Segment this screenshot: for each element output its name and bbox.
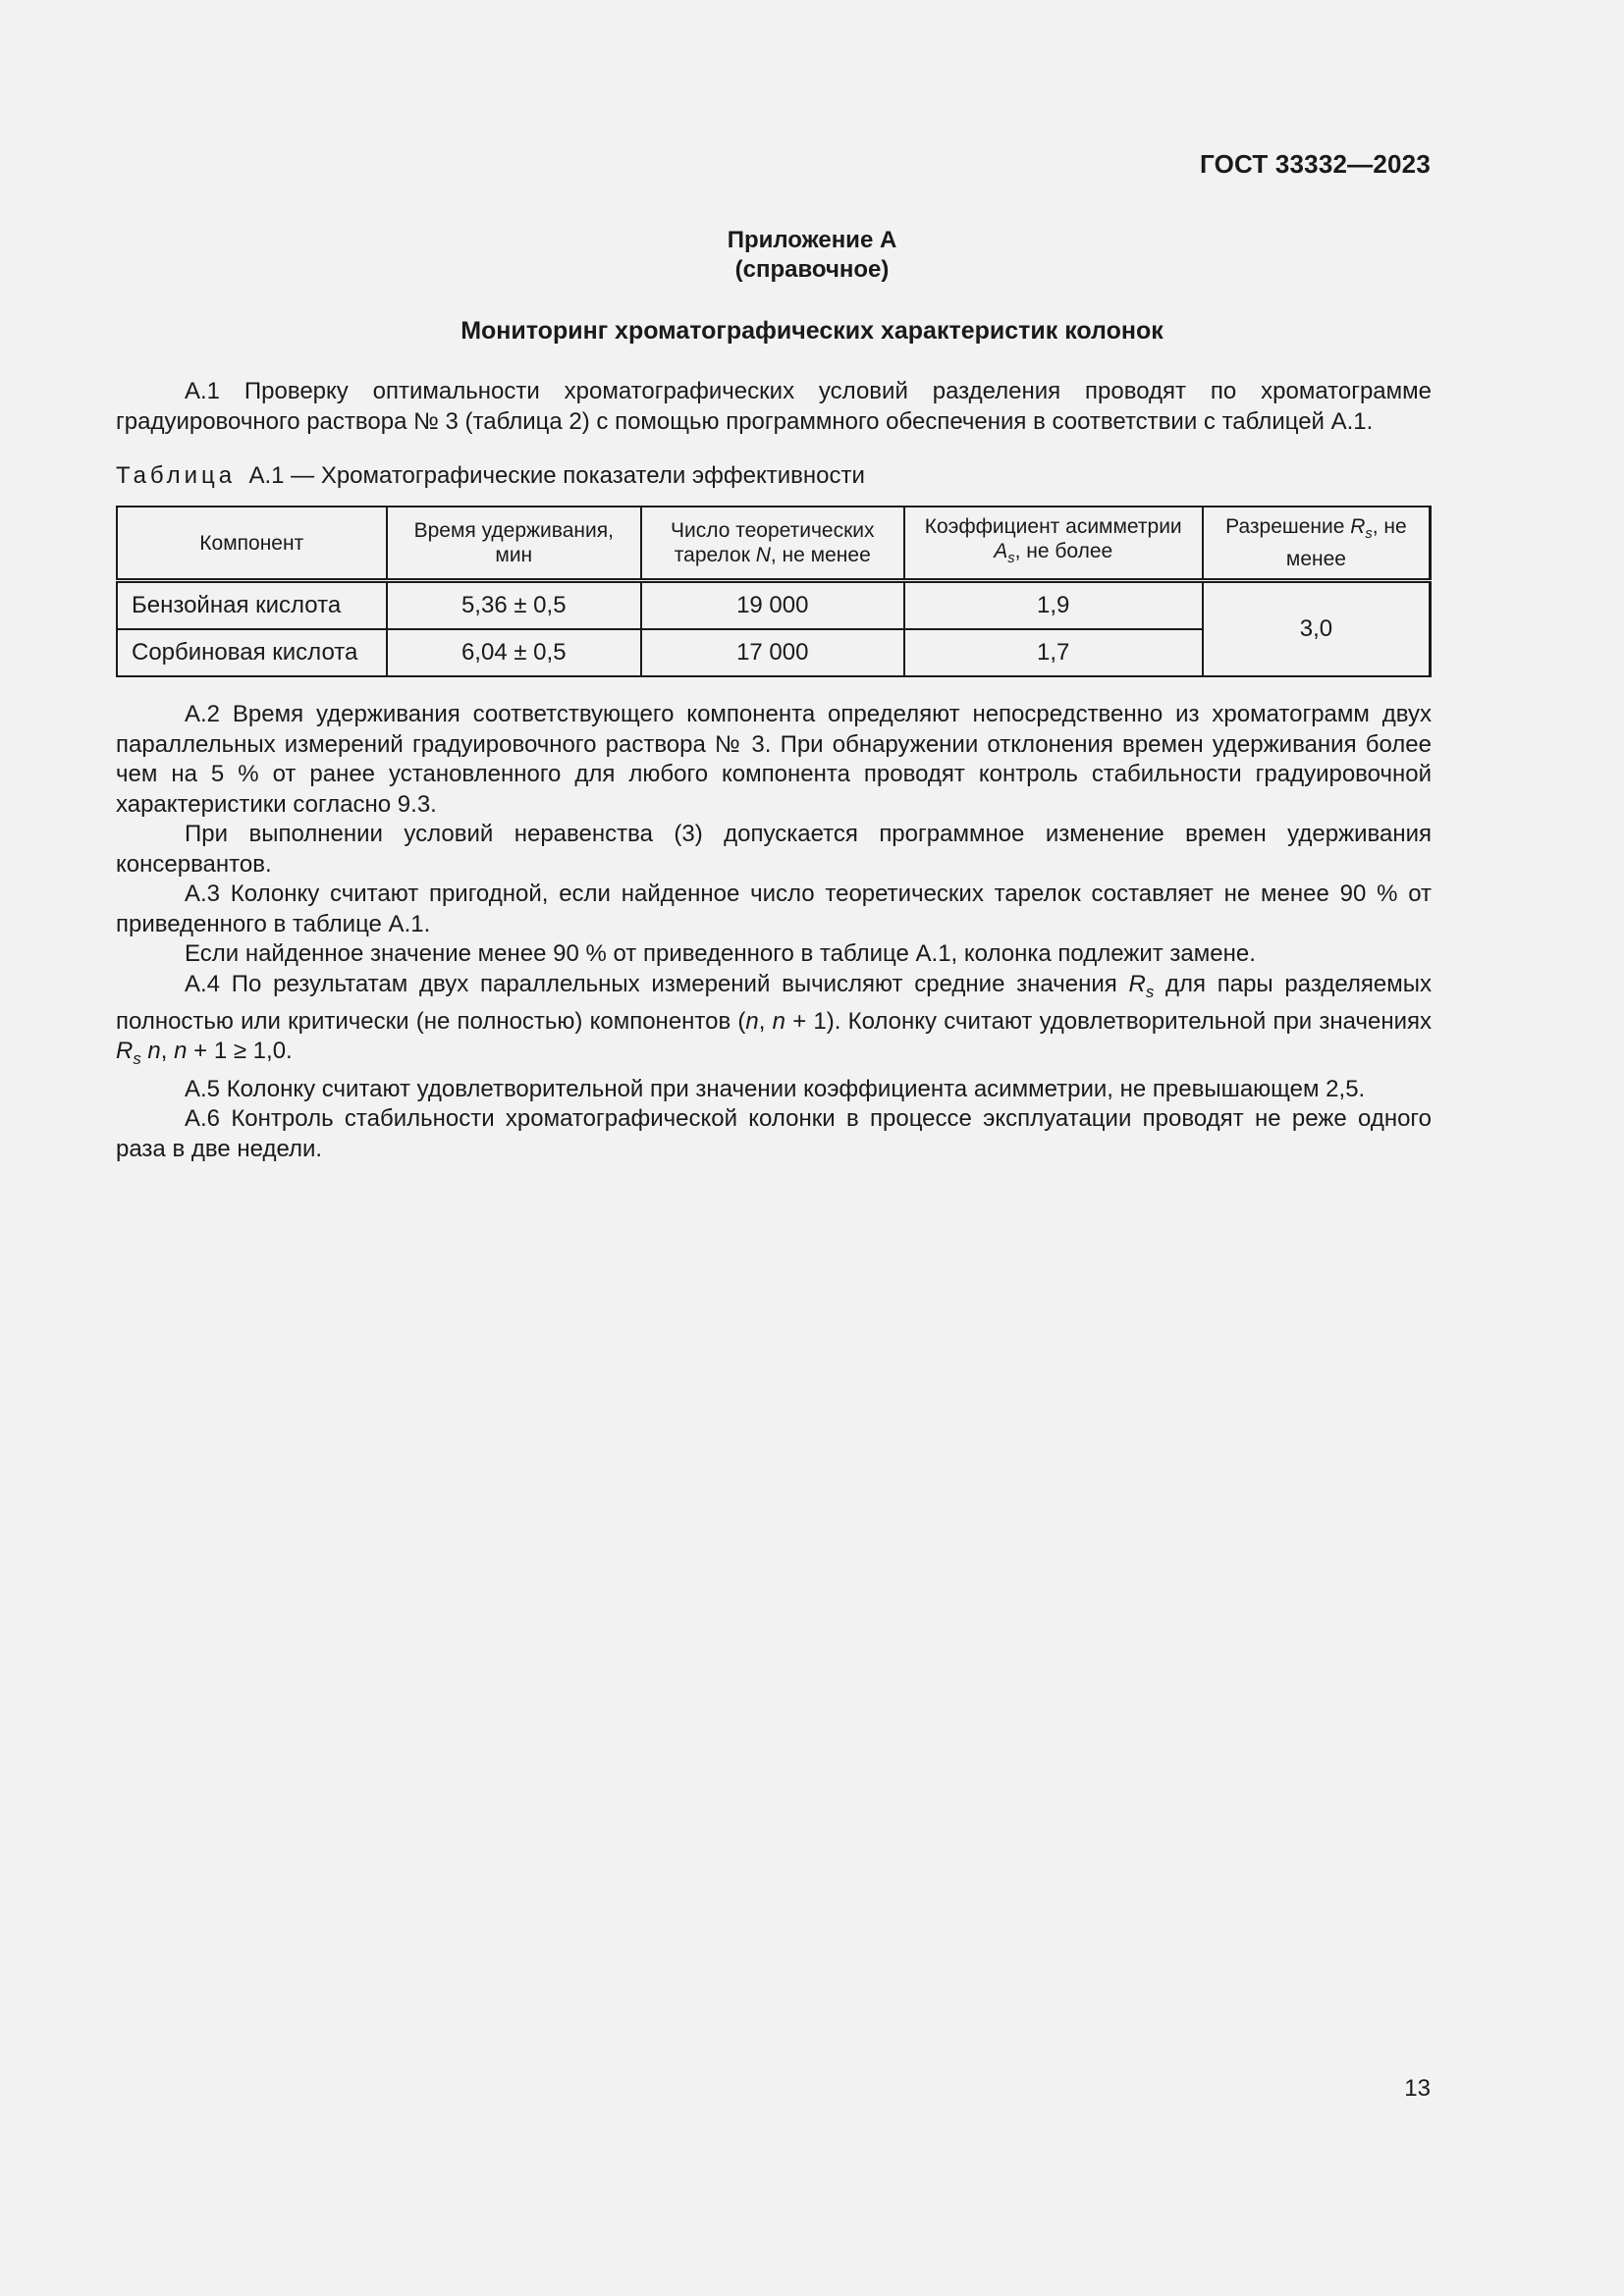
- paragraph-a1: А.1 Проверку оптимальности хроматографических условий разделения проводят по хроматограмме градуировочного раствора № 3 (таблица 2) с помощью программного обеспечения в соответствии с таблицей А.1.: [116, 378, 1432, 435]
- cell-retention-time: 6,04 ± 0,5: [387, 629, 642, 676]
- cell-resolution: 3,0: [1203, 581, 1431, 677]
- efficiency-table: [116, 506, 1432, 677]
- paragraph-a2-continued: При выполнении условий неравенства (3) допускается программное изменение времен удерживания консервантов.: [116, 821, 1432, 878]
- header-retention-time: Время удерживания, мин: [387, 507, 642, 581]
- cell-plates: 19 000: [641, 581, 904, 630]
- cell-plates: 17 000: [641, 629, 904, 676]
- header-resolution: Разрешение $R_s$, не менее: [1203, 507, 1431, 581]
- body-paragraphs: [116, 700, 1432, 1164]
- table-caption-text: А.1 — Хроматографические показатели эффективности: [248, 462, 865, 489]
- page-number: 13: [1404, 2075, 1431, 2102]
- table-caption: [116, 461, 1432, 492]
- cell-asymmetry: 1,7: [904, 629, 1203, 676]
- cell-component: Бензойная кислота: [117, 581, 387, 630]
- cell-component: Сорбиновая кислота: [117, 629, 387, 676]
- header-asymmetry: Коэффициент асимметрии $A_s$, не более: [904, 507, 1203, 581]
- appendix-title: Приложение А: [727, 227, 897, 253]
- section-title: Мониторинг хроматографических характеристик колонок: [460, 317, 1164, 345]
- table-row: [117, 581, 1431, 630]
- table-a1: [116, 506, 1432, 677]
- paragraph-a3: А.3 Колонку считают пригодной, если найденное число теоретических тарелок составляет не менее 90 % от приведенного в таблице А.1.: [116, 881, 1432, 937]
- appendix-subtitle: (справочное): [734, 256, 890, 283]
- intro-block: [116, 377, 1432, 437]
- document-code: ГОСТ 33332—2023: [1200, 149, 1431, 179]
- paragraph-a2: А.2 Время удерживания соответствующего компонента определяют непосредственно из хроматограмм двух параллельных измерений градуировочного раствора № 3. При обнаружении отклонения времен удерживания более чем на 5 % от ранее установленного для любого компонента проводят контроль стабильности градуировочной характеристики согласно 9.3.: [116, 701, 1432, 818]
- cell-retention-time: 5,36 ± 0,5: [387, 581, 642, 630]
- paragraph-a4: А.4 По результатам двух параллельных измерений вычисляют средние значения $R_s$ для пары разделяемых полностью или критически (не полностью) компонентов (n, n + 1). Колонку считают удовлетворительной при значениях $R_s$ n, n + 1 ≥ 1,0.: [116, 970, 1432, 1069]
- header-component: Компонент: [117, 507, 387, 581]
- table-header-row: [117, 507, 1431, 581]
- paragraph-a3-continued: Если найденное значение менее 90 % от приведенного в таблице А.1, колонка подлежит замене.: [185, 940, 1256, 967]
- appendix-heading: [0, 226, 1624, 285]
- table-caption-prefix: Таблица: [116, 462, 237, 489]
- paragraph-a6: А.6 Контроль стабильности хроматографической колонки в процессе эксплуатации проводят не реже одного раза в две недели.: [116, 1105, 1432, 1162]
- cell-asymmetry: 1,9: [904, 581, 1203, 630]
- header-plates: Число теоретических тарелок N, не менее: [641, 507, 904, 581]
- paragraph-a5: А.5 Колонку считают удовлетворительной при значении коэффициента асимметрии, не превышающем 2,5.: [185, 1075, 1366, 1102]
